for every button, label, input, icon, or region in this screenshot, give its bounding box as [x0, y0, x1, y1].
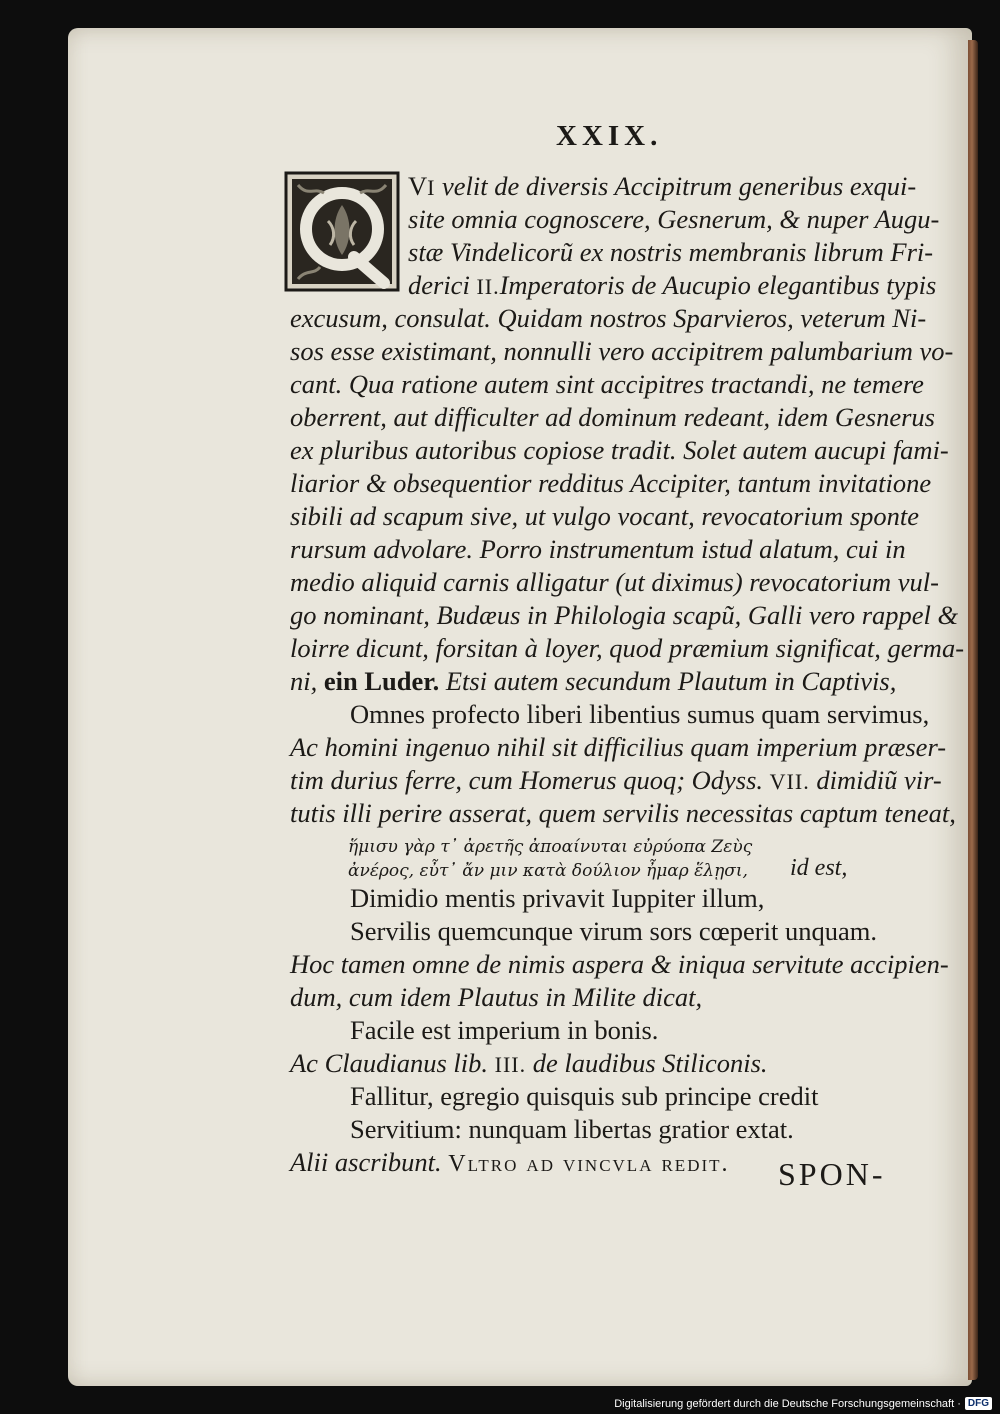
- text-line: VI velit de diversis Accipitrum generibus exqui-: [408, 171, 917, 201]
- text-line: derici II.Imperatoris de Aucupio elegantibus typis: [408, 270, 937, 300]
- text-line: go nominant, Budæus in Philologia scapũ, Galli vero rappel &: [290, 600, 959, 630]
- text-line: Ac Claudianus lib. III. de laudibus Stiliconis.: [290, 1048, 768, 1078]
- text-line: tutis illi perire asserat, quem servilis necessitas captum teneat,: [290, 798, 956, 828]
- verse-line: Omnes profecto liberi libentius sumus quam servimus,: [350, 699, 930, 729]
- text-line: Ac homini ingenuo nihil sit difficilius quam imperium præser-: [290, 732, 947, 762]
- text-line: oberrent, aut difficulter ad dominum redeant, idem Gesnerus: [290, 402, 935, 432]
- text-line: ni, ein Luder. Etsi autem secundum Plautum in Captivis,: [290, 666, 897, 696]
- text-line: excusum, consulat. Quidam nostros Sparvieros, veterum Ni-: [290, 303, 927, 333]
- verse-line: Servitium: nunquam libertas gratior extat.: [350, 1114, 794, 1144]
- verse-line: Facile est imperium in bonis.: [350, 1015, 659, 1045]
- greek-verse-line: ἥμισυ γὰρ τ᾽ ἀρετῆς ἀποαίνυται εὐρύοπα Ζεὺς: [348, 837, 753, 857]
- text-line: tim durius ferre, cum Homerus quoq; Odyss. VII. dimidiũ vir-: [290, 765, 942, 795]
- text-line: loirre dicunt, forsitan à loyer, quod præmium significat, germa-: [290, 633, 965, 663]
- verse-line: Servilis quemcunque virum sors cœperit unquam.: [350, 916, 877, 946]
- text-line: ex pluribus autoribus copiose tradit. Solet autem aucupi fami-: [290, 435, 949, 465]
- text-line: medio aliquid carnis alligatur (ut diximus) revocatorium vul-: [290, 567, 939, 597]
- greek-verse-line: ἀνέρος, εὖτ᾽ ἄν μιν κατὰ δούλιον ἦμαρ ἕλῃσι,: [348, 861, 748, 881]
- text-line: id est,: [790, 855, 848, 881]
- verse-line: Fallitur, egregio quisquis sub principe credit: [350, 1081, 819, 1111]
- dfg-logo: DFG: [965, 1397, 992, 1410]
- blackletter-word: ein Luder.: [323, 666, 440, 696]
- text-line: cant. Qua ratione autem sint accipitres tractandi, ne temere: [290, 369, 924, 399]
- text-line: Hoc tamen omne de nimis aspera & iniqua servitute accipien-: [290, 949, 949, 979]
- decorated-initial-q: [284, 171, 400, 292]
- text-line: dum, cum idem Plautus in Milite dicat,: [290, 982, 703, 1012]
- text-line: sos esse existimant, nonnulli vero accipitrem palumbarium vo-: [290, 336, 954, 366]
- text-line: Alii ascribunt. Vltro ad vincvla redit.: [290, 1147, 730, 1177]
- verse-line: Dimidio mentis privavit Iuppiter illum,: [350, 883, 765, 913]
- text-line: stæ Vindelicorũ ex nostris membranis librum Fri-: [408, 237, 934, 267]
- text-line: site omnia cognoscere, Gesnerum, & nuper Augu-: [408, 204, 940, 234]
- catchword: SPON-: [778, 1156, 886, 1192]
- page-edge: [968, 40, 978, 1380]
- page-number: XXIX.: [556, 120, 663, 152]
- text-line: sibili ad scapum sive, ut vulgo vocant, revocatorium sponte: [290, 501, 920, 531]
- footer-credit: [614, 1397, 992, 1410]
- text-line: liarior & obsequentior redditus Accipiter, tantum invitatione: [290, 468, 932, 498]
- text-line: rursum advolare. Porro instrumentum istud alatum, cui in: [290, 534, 906, 564]
- footer-text: Digitalisierung gefördert durch die Deutsche Forschungsgemeinschaft ·: [614, 1397, 961, 1410]
- motto: Vltro ad vincvla redit.: [448, 1151, 730, 1177]
